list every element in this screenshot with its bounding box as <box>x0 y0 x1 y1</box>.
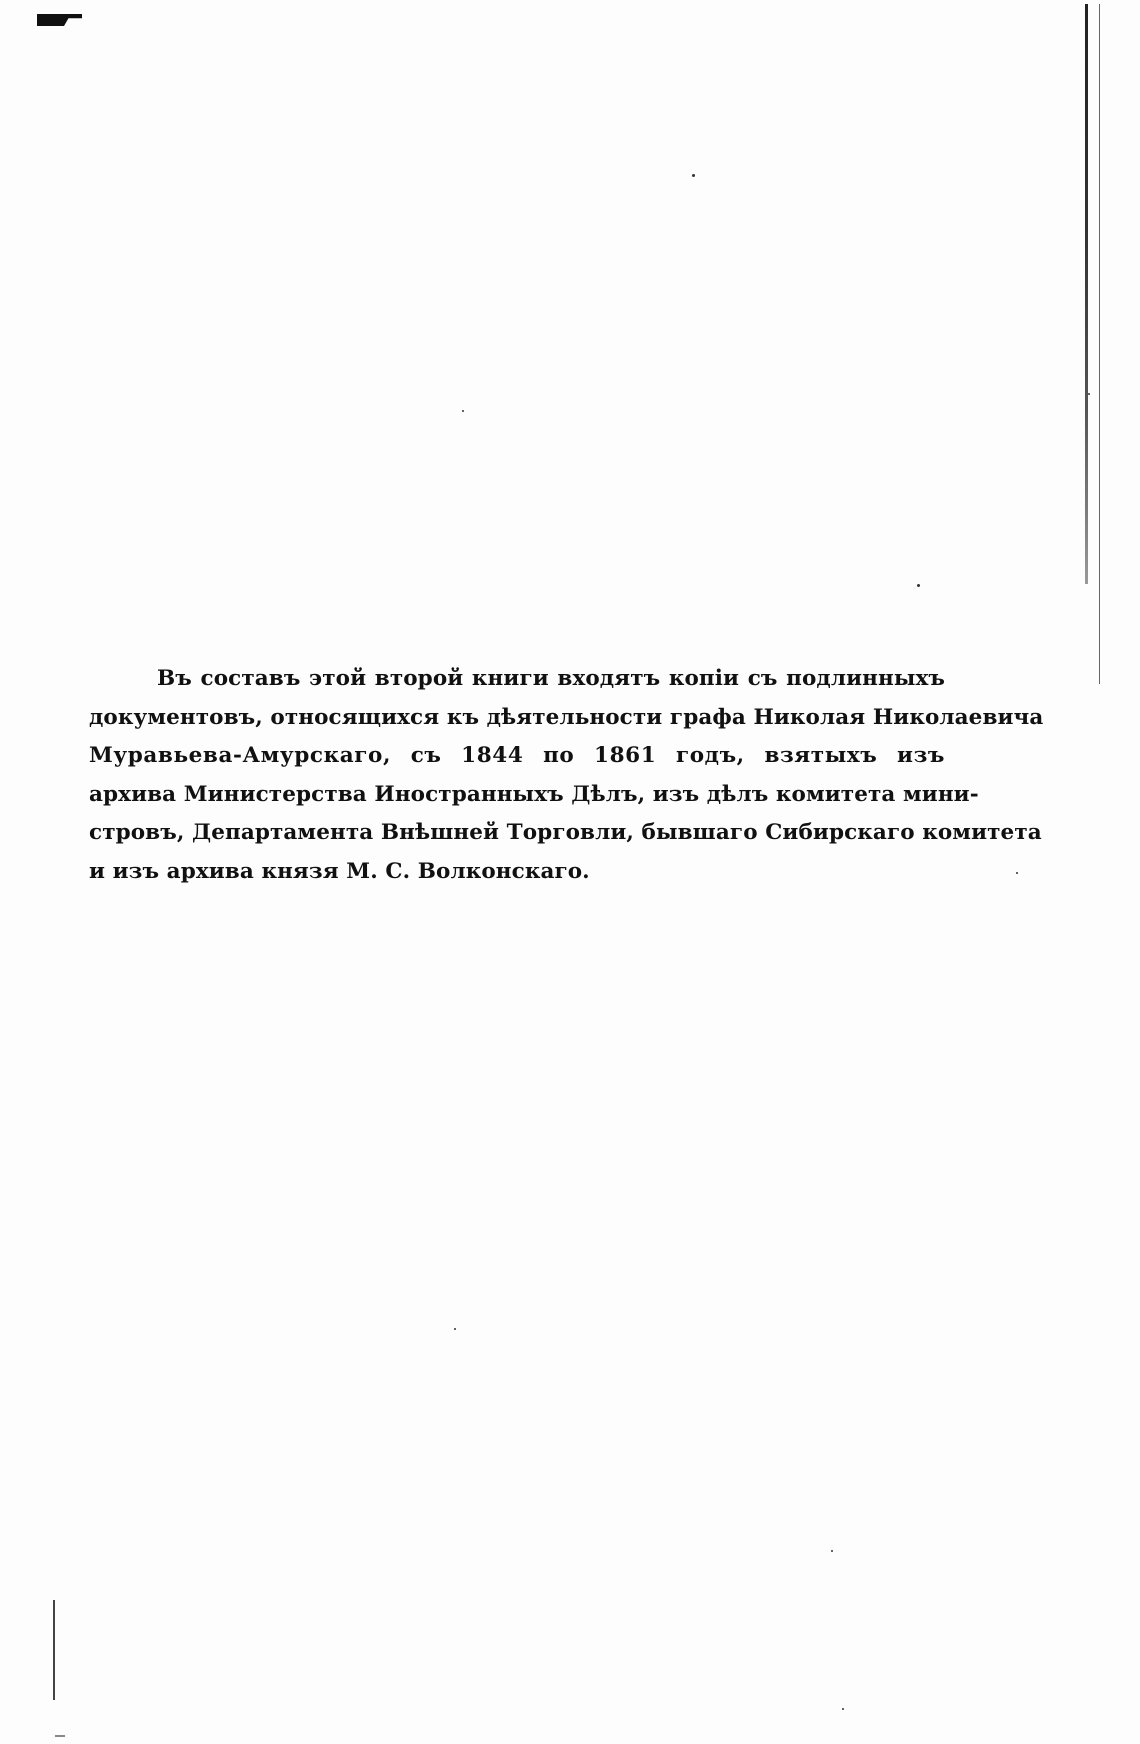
scan-speck <box>831 1550 833 1552</box>
paragraph-line: документовъ, относящихся къ дѣятельности графа Николая Николаевича <box>89 704 1044 730</box>
scan-speck <box>1016 872 1018 874</box>
paragraph-line: стровъ, Департамента Внѣшней Торговли, бывшаго Сибирскаго комитета <box>89 820 1042 845</box>
paragraph-line: Въ составъ этой второй книги входятъ копіи съ подлинныхъ <box>157 666 945 691</box>
scan-speck <box>917 584 920 587</box>
scan-edge-tick-left <box>55 1735 65 1737</box>
scan-speck <box>842 1708 844 1710</box>
scan-edge-line-right-thin <box>1099 4 1100 684</box>
scan-edge-line-left <box>53 1600 55 1700</box>
scan-speck <box>692 174 695 177</box>
scan-speck <box>1088 393 1090 395</box>
paragraph-line: и изъ архива князя М. С. Волконскаго. <box>89 858 590 884</box>
paragraph-line: Муравьева-Амурскаго, съ 1844 по 1861 годъ, взятыхъ изъ <box>89 743 945 768</box>
paragraph-line: архива Министерства Иностранныхъ Дѣлъ, изъ дѣлъ комитета мини- <box>89 781 979 807</box>
scan-speck <box>462 410 464 412</box>
scan-corner-mark <box>37 14 82 26</box>
body-paragraph <box>89 660 1044 891</box>
scan-speck <box>454 1328 456 1330</box>
scan-edge-line-right <box>1085 4 1088 584</box>
